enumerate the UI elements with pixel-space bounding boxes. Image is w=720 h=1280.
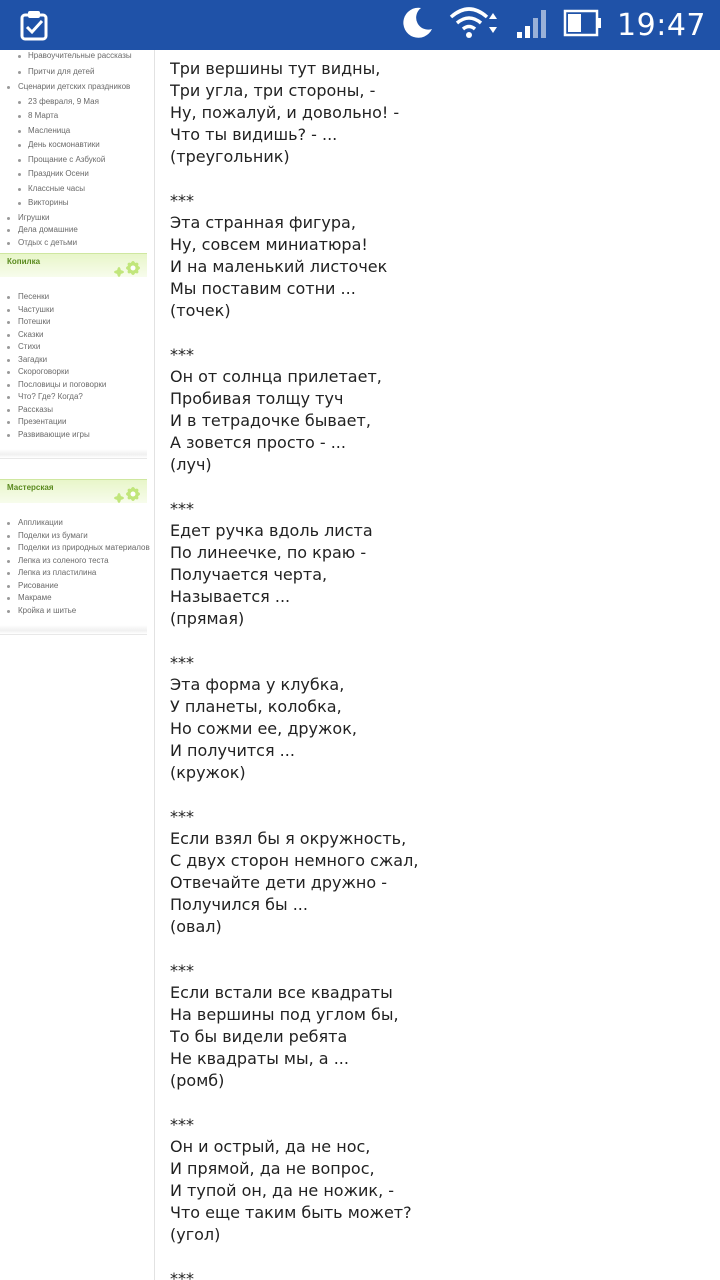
riddle-line: Получился бы ... bbox=[170, 895, 308, 914]
riddle-answer: (треугольник) bbox=[170, 147, 290, 166]
sidebar-link[interactable]: Рисование bbox=[0, 580, 154, 593]
riddle-line: Если встали все квадраты bbox=[170, 983, 393, 1002]
sidebar-link[interactable]: Поделки из природных материалов bbox=[0, 542, 154, 555]
riddle-line: Он от солнца прилетает, bbox=[170, 367, 382, 386]
riddle bbox=[170, 652, 710, 784]
sidebar-link[interactable]: Классные часы bbox=[0, 183, 154, 196]
riddle-answer: (ромб) bbox=[170, 1071, 225, 1090]
riddle-answer: (кружок) bbox=[170, 763, 246, 782]
sidebar-link[interactable]: Потешки bbox=[0, 316, 154, 329]
sidebar-link[interactable]: Праздник Осени bbox=[0, 168, 154, 181]
riddle-separator: *** bbox=[170, 1115, 194, 1134]
sidebar bbox=[0, 50, 155, 1280]
riddle bbox=[170, 960, 710, 1092]
moon-icon bbox=[399, 5, 435, 46]
riddle bbox=[170, 58, 710, 168]
riddle-line: На вершины под углом бы, bbox=[170, 1005, 399, 1024]
sidebar-link[interactable]: День космонавтики bbox=[0, 139, 154, 152]
riddle-line: И прямой, да не вопрос, bbox=[170, 1159, 375, 1178]
section-divider bbox=[0, 625, 147, 635]
sidebar-link[interactable]: Кройка и шитье bbox=[0, 605, 154, 618]
riddle-separator: *** bbox=[170, 653, 194, 672]
riddle bbox=[170, 806, 710, 938]
riddle-line: Но сожми ее, дружок, bbox=[170, 719, 357, 738]
riddle-separator: *** bbox=[170, 345, 194, 364]
sidebar-link[interactable]: Масленица bbox=[0, 125, 154, 138]
clipboard-check-icon bbox=[18, 8, 52, 42]
clock-time: 19:47 bbox=[617, 7, 706, 43]
sidebar-link[interactable]: Рассказы bbox=[0, 404, 154, 417]
riddle-line: Что ты видишь? - ... bbox=[170, 125, 338, 144]
riddle bbox=[170, 1114, 710, 1246]
sidebar-link[interactable]: Поделки из бумаги bbox=[0, 530, 154, 543]
riddle-line: У планеты, колобка, bbox=[170, 697, 342, 716]
section-header-masterskaya bbox=[0, 479, 147, 503]
flower-icon bbox=[113, 480, 145, 504]
section-divider bbox=[0, 449, 147, 459]
sidebar-link[interactable]: Песенки bbox=[0, 291, 154, 304]
riddle-line: Не квадраты мы, а ... bbox=[170, 1049, 349, 1068]
sidebar-link[interactable]: Что? Где? Когда? bbox=[0, 391, 154, 404]
riddle bbox=[170, 498, 710, 630]
sidebar-link[interactable]: Макраме bbox=[0, 592, 154, 605]
sidebar-link[interactable]: Сказки bbox=[0, 329, 154, 342]
riddle-line: То бы видели ребята bbox=[170, 1027, 348, 1046]
sidebar-link[interactable]: Прощание с Азбукой bbox=[0, 154, 154, 167]
sidebar-link[interactable]: Викторины bbox=[0, 197, 154, 210]
riddles-content bbox=[170, 50, 710, 1280]
riddle-line: Едет ручка вдоль листа bbox=[170, 521, 373, 540]
riddle-line: И тупой он, да не ножик, - bbox=[170, 1181, 395, 1200]
sidebar-link[interactable]: Скороговорки bbox=[0, 366, 154, 379]
wifi-icon bbox=[449, 5, 501, 46]
riddle bbox=[170, 344, 710, 476]
riddle-line: И на маленький листочек bbox=[170, 257, 388, 276]
sidebar-link[interactable]: Сценарии детских праздников bbox=[0, 81, 154, 94]
riddle-line: Если взял бы я окружность, bbox=[170, 829, 407, 848]
sidebar-top-list bbox=[0, 50, 154, 249]
riddle-separator: *** bbox=[170, 191, 194, 210]
sidebar-link[interactable]: Аппликации bbox=[0, 517, 154, 530]
riddle-line: Он и острый, да не нос, bbox=[170, 1137, 371, 1156]
riddle bbox=[170, 190, 710, 322]
riddle-line: По линеечке, по краю - bbox=[170, 543, 367, 562]
riddle-line: А зовется просто - ... bbox=[170, 433, 346, 452]
sidebar-link[interactable]: Лепка из пластилина bbox=[0, 567, 154, 580]
sidebar-link[interactable]: Развивающие игры bbox=[0, 429, 154, 442]
sidebar-link[interactable]: Отдых с детьми bbox=[0, 237, 154, 250]
riddle-line: Что еще таким быть может? bbox=[170, 1203, 412, 1222]
section-header-kopilka bbox=[0, 253, 147, 277]
sidebar-link[interactable]: Загадки bbox=[0, 354, 154, 367]
sidebar-link[interactable]: Пословицы и поговорки bbox=[0, 379, 154, 392]
sidebar-link[interactable]: Частушки bbox=[0, 304, 154, 317]
riddle-line: Отвечайте дети дружно - bbox=[170, 873, 388, 892]
riddle-answer: (луч) bbox=[170, 455, 212, 474]
riddle-line: Пробивая толщу туч bbox=[170, 389, 344, 408]
riddle-separator: *** bbox=[170, 1269, 194, 1280]
sidebar-link[interactable]: Игрушки bbox=[0, 212, 154, 225]
section-title: Мастерская bbox=[7, 483, 54, 492]
kopilka-list bbox=[0, 291, 154, 441]
riddle-line: Три угла, три стороны, - bbox=[170, 81, 376, 100]
sidebar-link[interactable]: Нравоучительные рассказы bbox=[0, 50, 154, 63]
sidebar-link[interactable]: Лепка из соленого теста bbox=[0, 555, 154, 568]
sidebar-link[interactable]: Дела домашние bbox=[0, 224, 154, 237]
riddle-line: Ну, пожалуй, и довольно! - bbox=[170, 103, 400, 122]
riddle-answer: (овал) bbox=[170, 917, 222, 936]
riddle-line: Эта форма у клубка, bbox=[170, 675, 345, 694]
sidebar-link[interactable]: 8 Марта bbox=[0, 110, 154, 123]
sidebar-link[interactable]: Притчи для детей bbox=[0, 66, 154, 79]
signal-icon bbox=[515, 6, 549, 45]
riddle-line: И в тетрадочке бывает, bbox=[170, 411, 371, 430]
section-title: Копилка bbox=[7, 257, 41, 266]
riddle-line: Три вершины тут видны, bbox=[170, 59, 381, 78]
riddle-separator: *** bbox=[170, 807, 194, 826]
riddle-line: С двух сторон немного сжал, bbox=[170, 851, 419, 870]
battery-icon bbox=[563, 8, 603, 43]
flower-icon bbox=[113, 254, 145, 278]
riddle-answer: (прямая) bbox=[170, 609, 245, 628]
riddle-line: Мы поставим сотни ... bbox=[170, 279, 356, 298]
riddle-answer: (точек) bbox=[170, 301, 231, 320]
riddle-line: Эта странная фигура, bbox=[170, 213, 356, 232]
riddle-line: Ну, совсем миниатюра! bbox=[170, 235, 368, 254]
sidebar-link[interactable]: 23 февраля, 9 Мая bbox=[0, 96, 154, 109]
sidebar-link[interactable]: Презентации bbox=[0, 416, 154, 429]
sidebar-link[interactable]: Стихи bbox=[0, 341, 154, 354]
riddle-separator: *** bbox=[170, 499, 194, 518]
masterskaya-list bbox=[0, 517, 154, 617]
status-bar bbox=[0, 0, 720, 50]
riddle-line: Получается черта, bbox=[170, 565, 328, 584]
riddle-line: Называется ... bbox=[170, 587, 291, 606]
riddle bbox=[170, 1268, 710, 1280]
riddle-answer: (угол) bbox=[170, 1225, 221, 1244]
riddle-line: И получится ... bbox=[170, 741, 295, 760]
riddle-separator: *** bbox=[170, 961, 194, 980]
